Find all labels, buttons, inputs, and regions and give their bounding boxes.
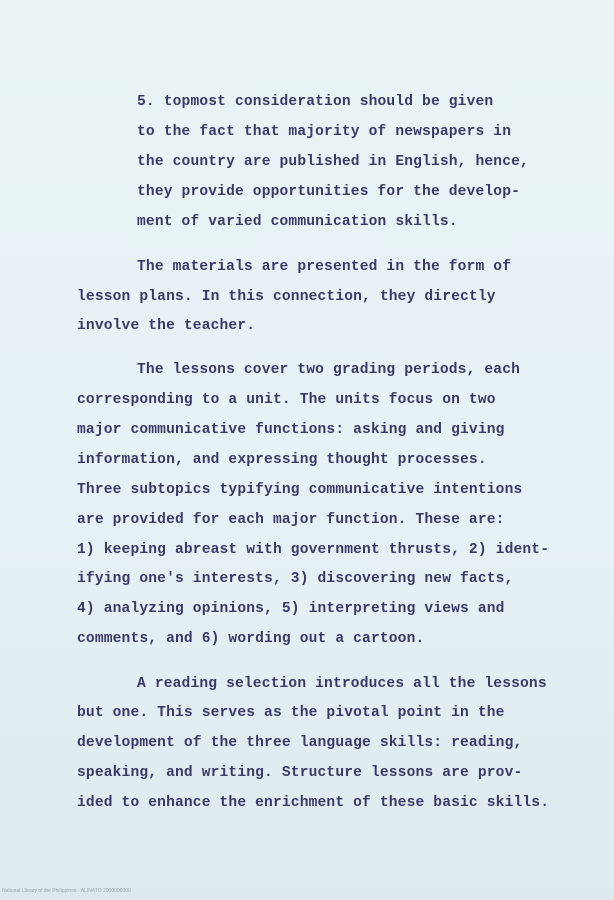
- text-line: they provide opportunities for the develop-: [137, 184, 521, 200]
- text-line: involve the teacher.: [77, 318, 256, 334]
- text-line: information, and expressing thought processes.: [77, 452, 487, 468]
- text-line: The lessons cover two grading periods, each: [137, 362, 521, 378]
- text-line: ment of varied communication skills.: [137, 214, 458, 230]
- text-line: comments, and 6) wording out a cartoon.: [77, 631, 425, 647]
- text-line: The materials are presented in the form of: [137, 259, 512, 275]
- text-line: 5. topmost consideration should be given: [137, 94, 494, 110]
- text-line: ided to enhance the enrichment of these basic skills.: [77, 795, 550, 811]
- text-line: Three subtopics typifying communicative intentions: [77, 482, 523, 498]
- text-line: speaking, and writing. Structure lessons are prov-: [77, 765, 523, 781]
- text-line: but one. This serves as the pivotal point in the: [77, 705, 505, 721]
- text-line: the country are published in English, hence,: [137, 154, 529, 170]
- text-line: corresponding to a unit. The units focus on two: [77, 392, 496, 408]
- text-line: 1) keeping abreast with government thrusts, 2) ident-: [77, 542, 550, 558]
- text-line: to the fact that majority of newspapers in: [137, 124, 512, 140]
- text-line: are provided for each major function. These are:: [77, 512, 505, 528]
- text-line: lesson plans. In this connection, they directly: [77, 289, 496, 305]
- text-line: ifying one's interests, 3) discovering new facts,: [77, 571, 514, 587]
- text-line: development of the three language skills: reading,: [77, 735, 523, 751]
- text-line: major communicative functions: asking and giving: [77, 422, 505, 438]
- text-line: A reading selection introduces all the lessons: [137, 676, 547, 692]
- text-line: 4) analyzing opinions, 5) interpreting views and: [77, 601, 505, 617]
- footer-note: National Library of the Philippines · ALINATO 2000000000: [2, 888, 131, 894]
